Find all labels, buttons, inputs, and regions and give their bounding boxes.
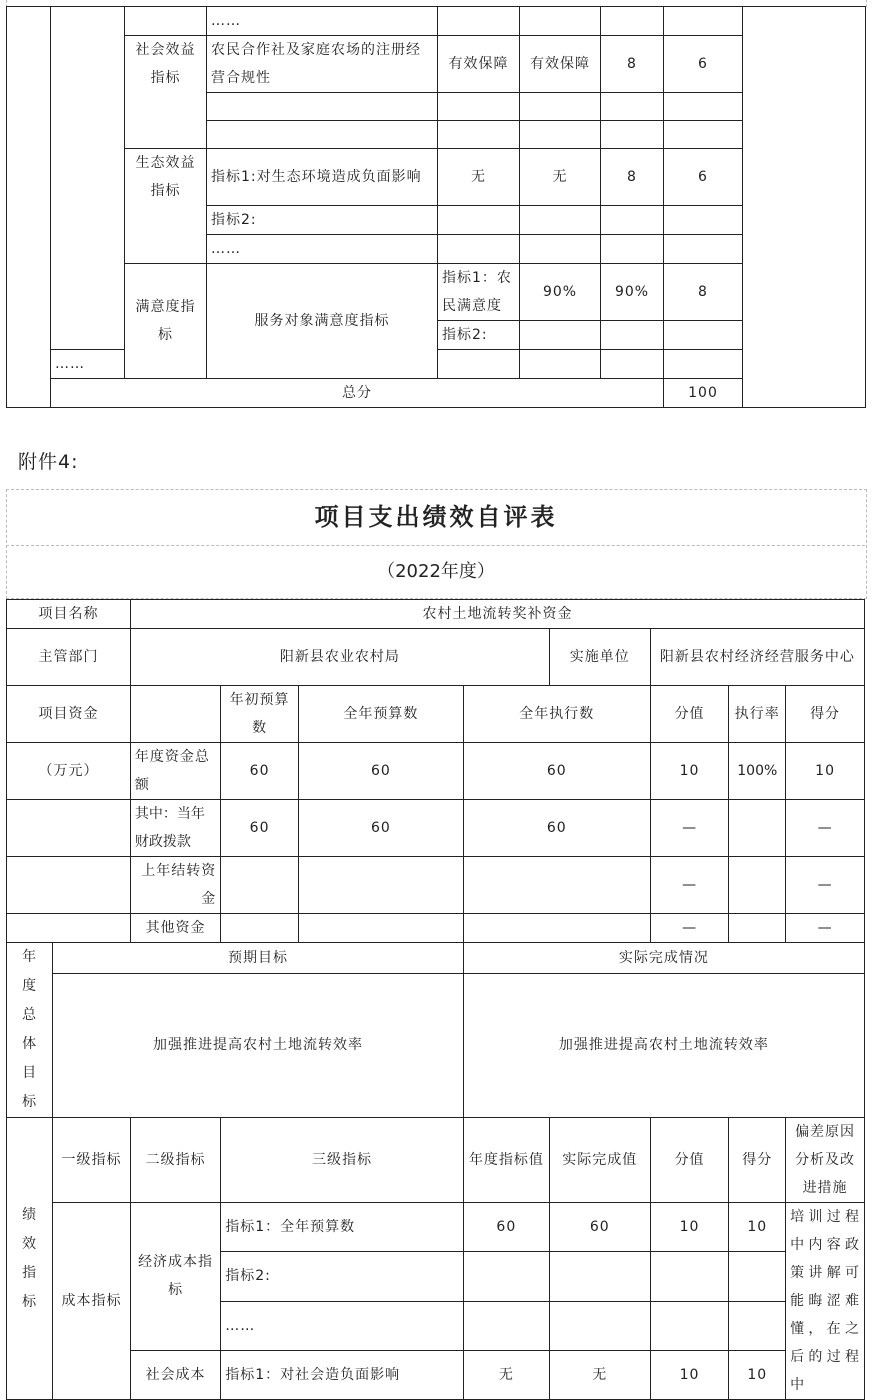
ellipsis: ……: [51, 350, 125, 379]
col-score: 得分: [786, 686, 865, 743]
cell: 60: [298, 800, 463, 857]
cost-indicator-label: 成本指标: [53, 1203, 131, 1400]
eco-benefit-label: 生态效益指标: [125, 149, 207, 264]
cell: —: [650, 857, 729, 914]
unit-label: （万元）: [7, 743, 131, 800]
econ-item-1: 指标1：全年预算数: [221, 1203, 464, 1252]
cell: 60: [298, 743, 463, 800]
goal-side-label: 年 度 总 体 目 标: [7, 943, 53, 1118]
row-total-label: 年度资金总额: [130, 743, 220, 800]
total-label: 总分: [51, 379, 664, 408]
ellipsis: ……: [221, 1301, 464, 1350]
eco-score: 6: [664, 149, 743, 206]
cell: —: [786, 800, 865, 857]
sat-item-1: 指标1：农民满意度: [438, 264, 520, 321]
service-satisfaction-label: 服务对象满意度指标: [207, 264, 438, 379]
blank-cell: [125, 7, 207, 36]
h-reason: 偏差原因分析及改进措施: [786, 1118, 865, 1203]
social-cost-label: 社会成本: [130, 1350, 220, 1399]
cell: —: [786, 914, 865, 943]
cell: 60: [221, 743, 299, 800]
cell: —: [786, 857, 865, 914]
cell: 60: [221, 800, 299, 857]
blank-cell: [743, 7, 866, 408]
econ-cost-label: 经济成本指标: [130, 1203, 220, 1351]
col-exec-rate: 执行率: [729, 686, 786, 743]
row-fiscal-label: 其中：当年财政拨款: [130, 800, 220, 857]
sat-actual: 90%: [601, 264, 664, 321]
goal-expected-label: 预期目标: [53, 943, 464, 974]
title-divider: [6, 545, 865, 546]
social-cost-value: 10: [650, 1350, 729, 1399]
social-benefit-item: 农民合作社及家庭农场的注册经营合规性: [207, 36, 438, 93]
ellipsis: ……: [207, 235, 438, 264]
econ-score: 10: [729, 1203, 786, 1252]
impl-unit-label: 实施单位: [549, 629, 650, 686]
h-score: 得分: [729, 1118, 786, 1203]
cell: 100%: [729, 743, 786, 800]
econ-value: 10: [650, 1203, 729, 1252]
ellipsis: ……: [207, 7, 438, 36]
social-benefit-label: 社会效益指标: [125, 36, 207, 149]
col-value: 分值: [650, 686, 729, 743]
eco-target: 无: [438, 149, 520, 206]
cell: 60: [463, 800, 650, 857]
social-score: 6: [664, 36, 743, 93]
goal-actual: 加强推进提高农村土地流转效率: [463, 973, 864, 1117]
blank-cell: [51, 7, 125, 350]
dept-label: 主管部门: [7, 629, 131, 686]
h-level3: 三级指标: [221, 1118, 464, 1203]
sat-score-value: 8: [664, 264, 743, 321]
document-year: （2022年度）: [377, 561, 495, 582]
impl-unit-value: 阳新县农村经济经营服务中心: [650, 629, 864, 686]
h-level1: 一级指标: [53, 1118, 131, 1203]
cell: —: [650, 914, 729, 943]
eco-item-2: 指标2:: [207, 206, 438, 235]
document-title: 项目支出绩效自评表: [314, 503, 558, 531]
social-actual: 有效保障: [520, 36, 601, 93]
reason-text: 培训过程中内容政策讲解可能晦涩难懂，在之后的过程中: [786, 1203, 865, 1400]
total-value: 100: [664, 379, 743, 408]
h-actual: 实际完成值: [549, 1118, 650, 1203]
col-annual-exec: 全年执行数: [463, 686, 650, 743]
cell: 10: [650, 743, 729, 800]
performance-table-continued: [6, 6, 866, 408]
blank-cell: [7, 7, 51, 408]
goal-actual-label: 实际完成情况: [463, 943, 864, 974]
social-cost-score: 10: [729, 1350, 786, 1399]
eco-item-1: 指标1:对生态环境造成负面影响: [207, 149, 438, 206]
sat-target: 90%: [520, 264, 601, 321]
econ-target: 60: [463, 1203, 549, 1252]
eco-score-value: 8: [601, 149, 664, 206]
col-annual-budget: 全年预算数: [298, 686, 463, 743]
econ-actual: 60: [549, 1203, 650, 1252]
fund-label: 项目资金: [7, 686, 131, 743]
econ-item-2: 指标2:: [221, 1252, 464, 1301]
row-carry-label: 上年结转资金: [130, 857, 220, 914]
project-name-label: 项目名称: [7, 600, 131, 629]
social-target: 有效保障: [438, 36, 520, 93]
col-initial-budget: 年初预算数: [221, 686, 299, 743]
h-value: 分值: [650, 1118, 729, 1203]
cell: —: [650, 800, 729, 857]
row-other-label: 其他资金: [130, 914, 220, 943]
h-target: 年度指标值: [463, 1118, 549, 1203]
goal-expected: 加强推进提高农村土地流转效率: [53, 973, 464, 1117]
satisfaction-label: 满意度指标: [125, 264, 207, 379]
dept-value: 阳新县农业农村局: [130, 629, 549, 686]
eco-actual: 无: [520, 149, 601, 206]
sat-item-2: 指标2:: [438, 321, 520, 350]
social-score-value: 8: [601, 36, 664, 93]
social-cost-target: 无: [463, 1350, 549, 1399]
perf-side-label: 绩 效 指 标: [7, 1118, 53, 1400]
social-cost-item-1: 指标1：对社会造负面影响: [221, 1350, 464, 1399]
self-evaluation-table: [6, 599, 865, 1400]
social-cost-actual: 无: [549, 1350, 650, 1399]
cell: 10: [786, 743, 865, 800]
attachment-label: 附件4:: [18, 451, 79, 473]
cell: 60: [463, 743, 650, 800]
project-name: 农村土地流转奖补资金: [130, 600, 864, 629]
h-level2: 二级指标: [130, 1118, 220, 1203]
